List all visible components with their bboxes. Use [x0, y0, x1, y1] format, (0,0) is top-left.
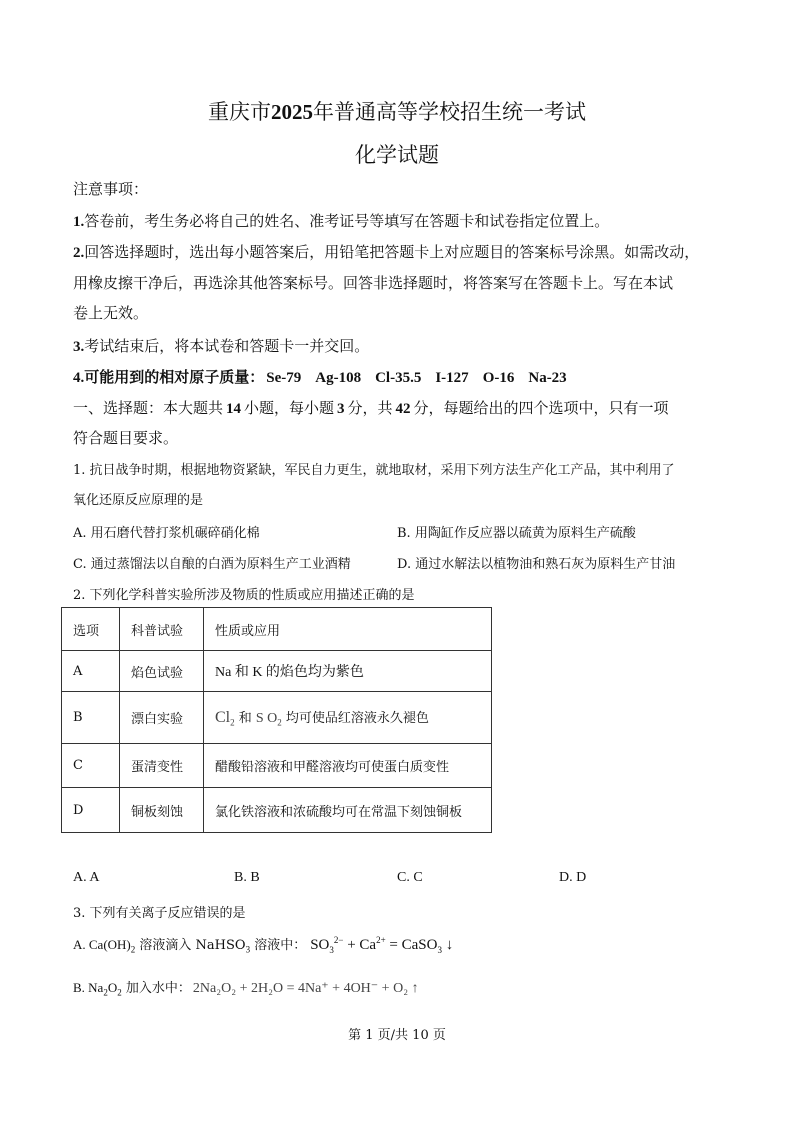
note-3-number: 3. [73, 339, 85, 355]
section-text-2: 小题，每小题 [244, 399, 335, 417]
table-header-option: 选项 [62, 608, 120, 651]
table-cell-experiment: 蛋清变性 [120, 744, 204, 788]
table-cell-option: C [62, 744, 120, 788]
section-text-3: 分，共 [347, 399, 393, 417]
eq-ca-sup: 2+ [376, 935, 386, 945]
eq-caso-sub: 3 [437, 945, 442, 955]
table-cell-description: 氯化铁溶液和浓硫酸均可在常温下刻蚀铜板 [204, 788, 492, 833]
exam-title [0, 96, 794, 126]
eq-equals-caso: = CaSO [385, 937, 438, 953]
q1-stem-line-1: 1. 抗日战争时期，根据地物资紧缺，军民自力更生，就地取材，采用下列方法生产化工产品，其中利用了 [73, 463, 675, 478]
note-4 [73, 366, 567, 387]
formula-so-subscript: 2 [277, 717, 282, 728]
section-points: 3 [337, 401, 345, 417]
atomic-mass-ag: Ag-108 [315, 370, 362, 386]
table-cell-description: Na 和 K 的焰色均为紫色 [204, 651, 492, 692]
q2-answer-c[interactable]: C. C [397, 870, 423, 885]
q1-option-a[interactable]: A. 用石磨代替打浆机碾碎硝化棉 [73, 526, 260, 541]
q3b-equation: 2Na₂O₂ + 2H₂O = 4Na⁺ + 4OH⁻ + O₂ ↑ [192, 981, 419, 996]
page-number: 第 1 页/共 10 页 [348, 1028, 446, 1043]
formula-so: S O [255, 711, 278, 727]
atomic-mass-se: Se-79 [266, 370, 302, 386]
note-1 [73, 210, 609, 231]
q3b-sub-1: 2 [103, 987, 108, 998]
q3a-sub-2: 2 [130, 944, 136, 955]
q3a-mid: 溶液滴入 NaHSO [135, 938, 246, 953]
note-4-text: 可能用到的相对原子质量： [84, 368, 265, 386]
table-row [62, 651, 492, 692]
q3b-formula-na: B. Na [73, 980, 104, 995]
formula-cl-subscript: 2 [230, 717, 235, 728]
note-2-text-1: 回答选择题时，选出每小题答案后，用铅笔把答题卡上对应题目的答案标号涂黑。如需改动， [84, 243, 700, 261]
exam-subtitle: 化学试题 [355, 143, 439, 167]
note-2-line-2: 用橡皮擦干净后，再选涂其他答案标号。回答非选择题时，将答案写在答题卡上。写在本试 [73, 274, 674, 292]
note-2-number: 2. [73, 245, 85, 261]
q3b-sub-2: 2 [117, 987, 122, 998]
table-cell-option: B [62, 692, 120, 744]
table-cell-description: 醋酸铅溶液和甲醛溶液均可使蛋白质变性 [204, 744, 492, 788]
atomic-mass-cl: Cl-35.5 [375, 370, 422, 386]
note-3 [73, 335, 369, 356]
q3a-sub-3: 3 [245, 944, 251, 955]
notes-heading: 注意事项： [73, 180, 149, 198]
table-header-row [62, 608, 492, 651]
section-text-1: 一、选择题：本大题共 [73, 399, 224, 417]
table-header-experiment: 科普试验 [120, 608, 204, 651]
q2-answer-b[interactable]: B. B [234, 870, 260, 885]
table-cell-option: A [62, 651, 120, 692]
q1-option-c[interactable]: C. 通过蒸馏法以自酿的白酒为原料生产工业酒精 [73, 557, 351, 572]
section-heading-line-2: 符合题目要求。 [73, 429, 179, 447]
section-count: 14 [226, 401, 242, 417]
q2-answer-a[interactable]: A. A [73, 870, 100, 885]
eq-plus-ca: + Ca [343, 937, 377, 953]
q3b-formula-o: O [107, 980, 118, 995]
note-2-line-1 [73, 241, 699, 262]
q2-stem: 2. 下列化学科普实验所涉及物质的性质或应用描述正确的是 [73, 588, 415, 603]
q3a-equation [310, 937, 453, 953]
section-total: 42 [395, 401, 411, 417]
section-heading [73, 397, 669, 418]
table-row [62, 692, 492, 744]
q2-answer-d[interactable]: D. D [559, 870, 587, 885]
atomic-mass-na: Na-23 [528, 370, 567, 386]
q3-option-b[interactable] [73, 977, 419, 998]
q3-stem: 3. 下列有关离子反应错误的是 [73, 906, 246, 921]
note-3-text: 考试结束后，将本试卷和答题卡一并交回。 [84, 337, 370, 355]
atomic-mass-o: O-16 [482, 370, 515, 386]
q3a-suffix: 溶液中： [250, 938, 307, 953]
title-part2: 年普通高等学校招生统一考试 [313, 100, 586, 124]
note-4-number: 4. [73, 370, 85, 386]
note-2-line-3: 卷上无效。 [73, 304, 149, 322]
table-row [62, 788, 492, 833]
down-arrow-icon: ↓ [441, 937, 454, 953]
table-cell-experiment: 焰色试验 [120, 651, 204, 692]
text-and: 和 [234, 711, 256, 727]
q3b-suffix: 加入水中： [121, 981, 191, 996]
table-cell-option: D [62, 788, 120, 833]
eq-so: SO [310, 937, 330, 953]
table-header-description: 性质或应用 [204, 608, 492, 651]
atomic-mass-i: I-127 [435, 370, 469, 386]
eq-so-sup: 2− [333, 935, 344, 945]
section-text-4: 分，每题给出的四个选项中，只有一项 [413, 399, 669, 417]
note-1-number: 1. [73, 214, 85, 230]
text-rest: 均可使品红溶液永久褪色 [281, 711, 429, 727]
eq-so-sub: 3 [329, 945, 334, 955]
table-row [62, 744, 492, 788]
q3-option-a[interactable] [73, 934, 453, 955]
title-year: 2025 [271, 100, 313, 124]
q2-table [61, 607, 492, 833]
table-cell-experiment: 铜板刻蚀 [120, 788, 204, 833]
title-part1: 重庆市 [208, 100, 271, 124]
q1-stem-line-2: 氧化还原反应原理的是 [73, 493, 204, 508]
note-1-text: 答卷前，考生务必将自己的姓名、准考证号等填写在答题卡和试卷指定位置上。 [84, 212, 610, 230]
formula-cl: Cl [215, 709, 231, 727]
table-cell-experiment: 漂白实验 [120, 692, 204, 744]
q1-option-d[interactable]: D. 通过水解法以植物油和熟石灰为原料生产甘油 [397, 557, 676, 572]
table-cell-description [204, 692, 492, 744]
q3a-formula-caoh: A. Ca(OH) [73, 937, 131, 952]
q1-option-b[interactable]: B. 用陶缸作反应器以硫黄为原料生产硫酸 [397, 526, 636, 541]
